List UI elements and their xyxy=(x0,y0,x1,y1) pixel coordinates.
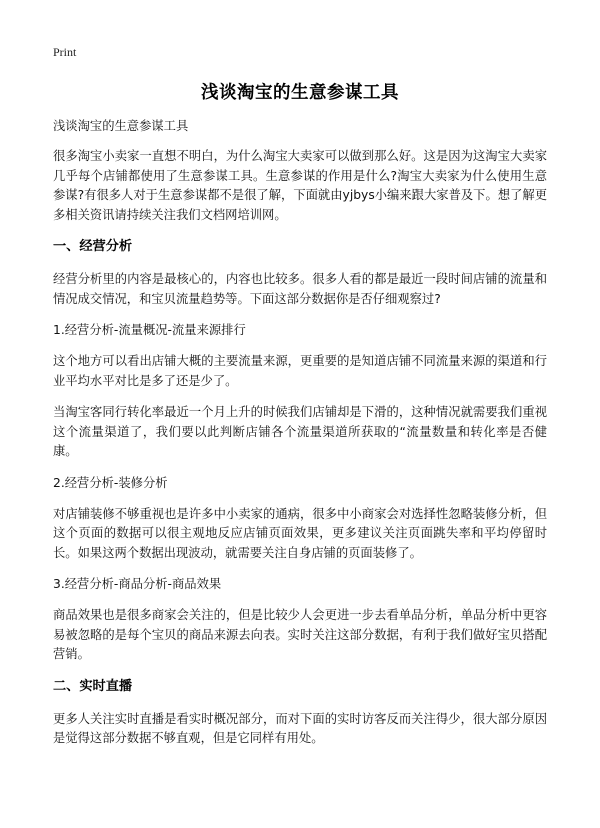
section2-paragraph: 更多人关注实时直播是看实时概况部分，而对下面的实时访客反而关注得少，很大部分原因是觉得这部分数据不够直观，但是它同样有用处。 xyxy=(53,711,547,745)
subsection-heading-decoration-analysis: 2.经营分析-装修分析 xyxy=(53,475,168,490)
subsection3-paragraph: 商品效果也是很多商家会关注的，但是比较少人会更进一步去看单品分析，单品分析中更容易被忽略的是每个宝贝的商品来源去向表。实时关注这部分数据，有利于我们做好宝贝搭配营销。 xyxy=(53,608,547,661)
subsection-heading-product-effect: 3.经营分析-商品分析-商品效果 xyxy=(53,577,222,591)
subsection1-paragraph-1: 这个地方可以看出店铺大概的主要流量来源，更重要的是知道店铺不同流量来源的渠道和行业平均水平对比是多了还是少了。 xyxy=(53,354,547,388)
section1-paragraph: 经营分析里的内容是最核心的，内容也比较多。很多人看的都是最近一段时间店铺的流量和情况成交情况，和宝贝流量趋势等。下面这部分数据你是否仔细观察过? xyxy=(53,272,547,306)
article-subtitle: 浅谈淘宝的生意参谋工具 xyxy=(53,119,189,133)
subsection1-paragraph-2: 当淘宝客同行转化率最近一个月上升的时候我们店铺却是下滑的，这种情况就需要我们重视这个流量渠道了，我们要以此判断店铺各个流量渠道所获取的“流量数量和转化率是否健康。 xyxy=(53,405,547,458)
subsection2-paragraph: 对店铺装修不够重视也是许多中小卖家的通病，很多中小商家会对选择性忽略装修分析，但这个页面的数据可以很主观地反应店铺页面效果，更多建议关注页面跳失率和平均停留时长。如果这两个数据出现波动，就需要关注自身店铺的页面装修了。 xyxy=(53,506,547,560)
article-body xyxy=(53,117,547,761)
intro-paragraph: 很多淘宝小卖家一直想不明白，为什么淘宝大卖家可以做到那么好。这是因为这淘宝大卖家几乎每个店铺都使用了生意参谋工具。生意参谋的作用是什么?淘宝大卖家为什么使用生意参谋?有很多人对于生意参谋都不是很了解，下面就由yjbys小编来跟大家普及下。想了解更多相关资讯请持续关注我们文档网培训网。 xyxy=(53,149,547,222)
subsection-heading-traffic-sources: 1.经营分析-流量概况-流量来源排行 xyxy=(53,323,246,337)
section-heading-business-analysis: 一、经营分析 xyxy=(53,239,133,254)
print-label: Print xyxy=(53,45,77,59)
section-heading-live-broadcast: 二、实时直播 xyxy=(53,678,133,694)
page-title: 浅谈淘宝的生意参谋工具 xyxy=(201,83,399,103)
